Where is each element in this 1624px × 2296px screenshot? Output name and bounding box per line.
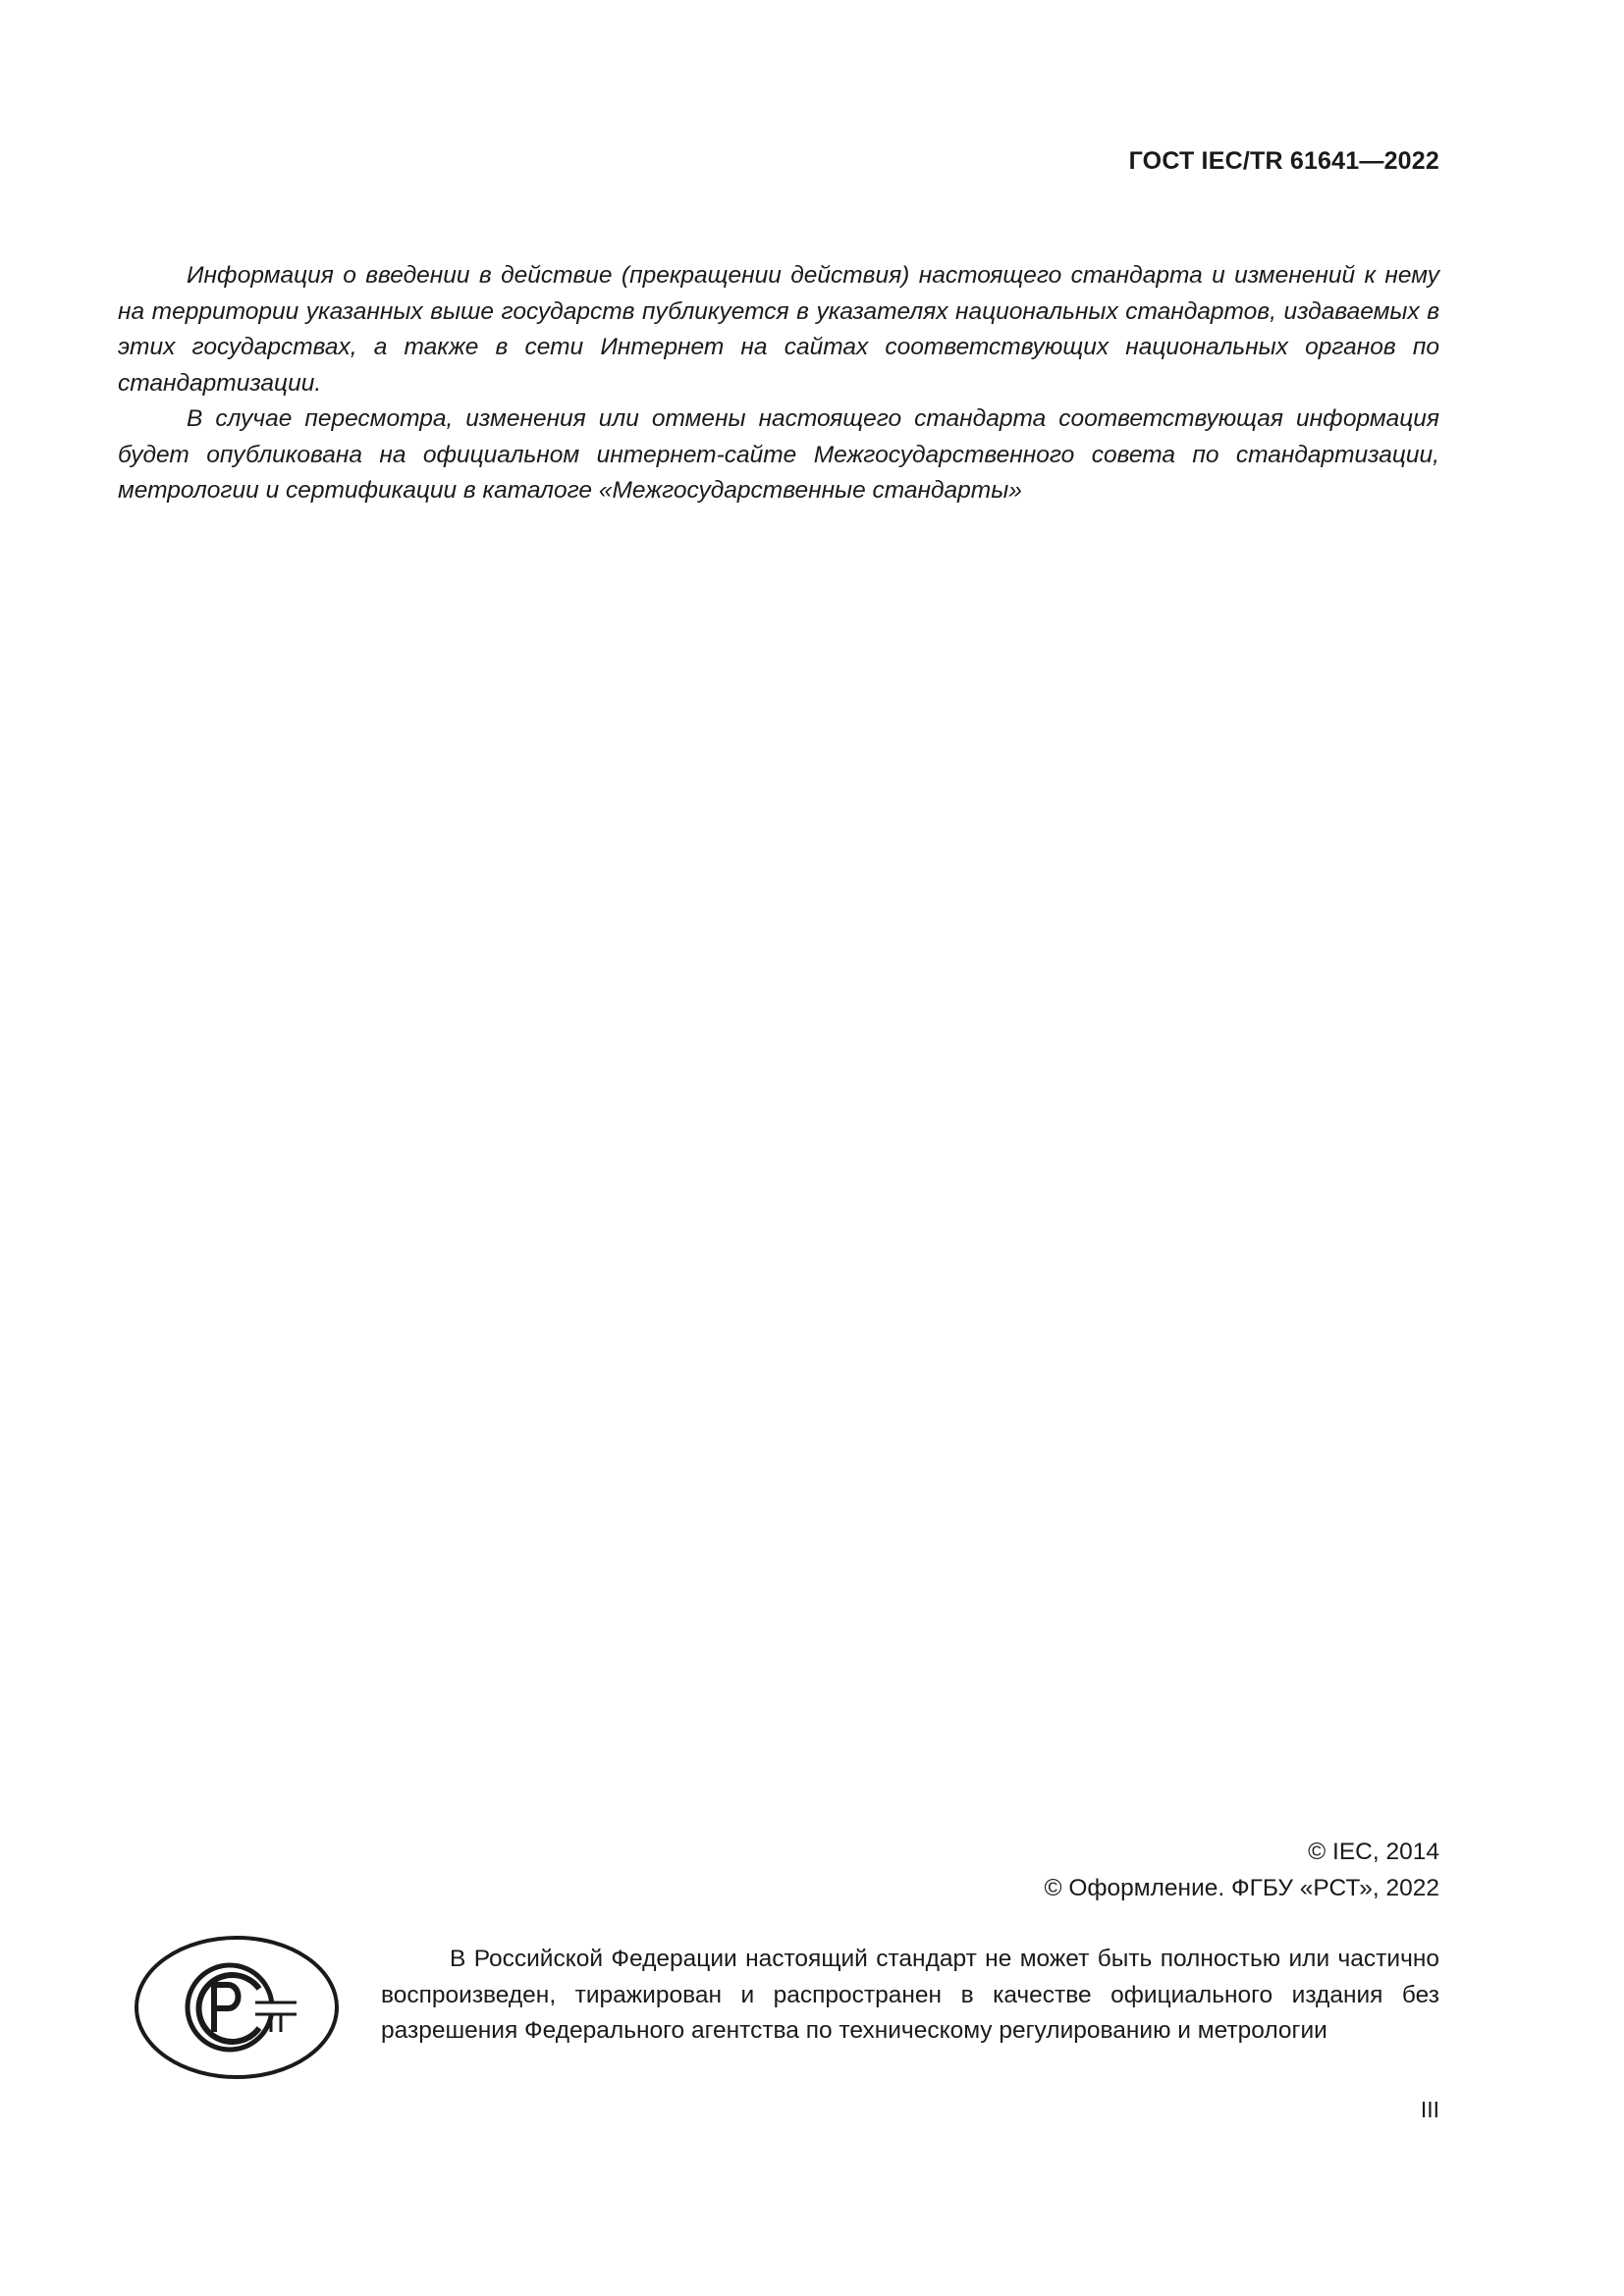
- page-number: III: [1420, 2097, 1439, 2122]
- rst-logo-icon: [134, 1934, 340, 2081]
- copyright-iec: © IEC, 2014: [1308, 1839, 1439, 1865]
- copyright-section: [1044, 1835, 1439, 1906]
- copyright-design: © Оформление. ФГБУ «РСТ», 2022: [1044, 1874, 1439, 1901]
- standard-info-section: [118, 258, 1439, 509]
- info-paragraph-revision: В случае пересмотра, изменения или отмены настоящего стандарта соответствующая информация будет опубликована на официальном интернет-сайте Межгосударственного совета по стандартизации, метрологии и сертификации в каталоге «Межгосударственные стандарты»: [118, 405, 1439, 504]
- info-paragraph-introduction: Информация о введении в действие (прекращении действия) настоящего стандарта и изменений к нему на территории указанных выше государств публикуется в указателях национальных стандартов, издаваемых в этих государствах, а также в сети Интернет на сайтах соответствующих национальных органов по стандартизации.: [118, 262, 1439, 397]
- reproduction-notice: В Российской Федерации настоящий стандарт не может быть полностью или частично воспроизведен, тиражирован и распространен в качестве официального издания без разрешения Федерального агентства по техническому регулированию и метрологии: [381, 1946, 1439, 2044]
- document-code: ГОСТ IEC/TR 61641—2022: [1128, 147, 1439, 175]
